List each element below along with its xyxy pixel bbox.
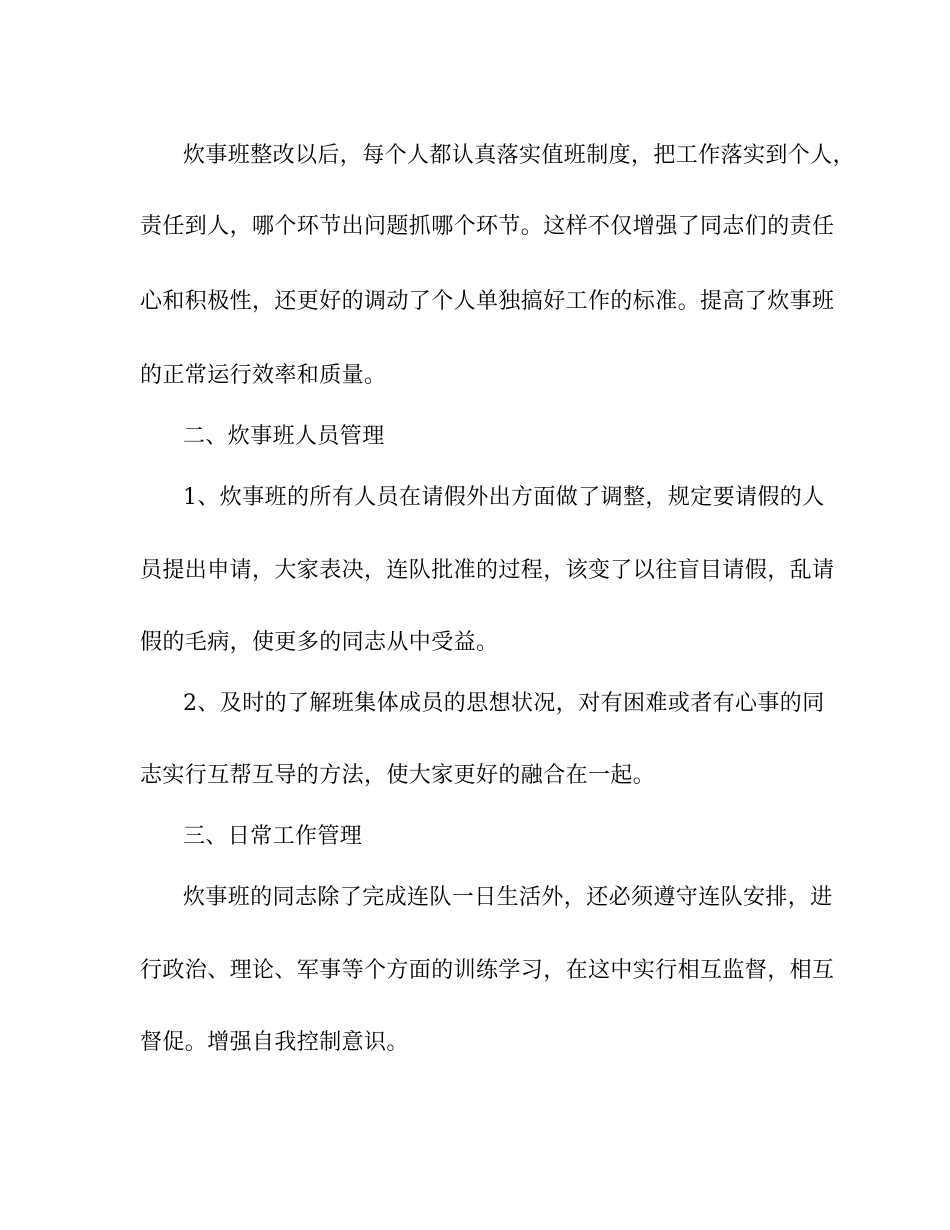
item-2-line-2: 志实行互帮互导的方法，使大家更好的融合在一起。 — [140, 763, 656, 788]
paragraph-3-line-3: 督促。增强自我控制意识。 — [140, 1030, 409, 1055]
paragraph-1-line-3: 心和积极性，还更好的调动了个人单独搞好工作的标准。提高了炊事班 — [140, 289, 835, 314]
item-2-line-1: 2、及时的了解班集体成员的思想状况，对有困难或者有心事的同 — [183, 691, 825, 716]
paragraph-1-line-2: 责任到人，哪个环节出问题抓哪个环节。这样不仅增强了同志们的责任 — [140, 214, 835, 239]
paragraph-3-line-2: 行政治、理论、军事等个方面的训练学习，在这中实行相互监督，相互 — [140, 958, 835, 983]
paragraph-3-line-1: 炊事班的同志除了完成连队一日生活外，还必须遵守连队安排，进 — [183, 885, 833, 910]
paragraph-1-line-4: 的正常运行效率和质量。 — [140, 363, 387, 388]
paragraph-1-line-1: 炊事班整改以后，每个人都认真落实值班制度，把工作落实到个人， — [183, 143, 856, 168]
item-1-line-2: 员提出申请，大家表决，连队批准的过程，该变了以往盲目请假，乱请 — [140, 558, 835, 583]
item-1-line-3: 假的毛病，使更多的同志从中受益。 — [140, 630, 499, 655]
item-1-line-1: 1、炊事班的所有人员在请假外出方面做了调整，规定要请假的人 — [183, 485, 825, 510]
section-heading-3: 三、日常工作管理 — [183, 824, 363, 849]
section-heading-2: 二、炊事班人员管理 — [183, 424, 385, 449]
